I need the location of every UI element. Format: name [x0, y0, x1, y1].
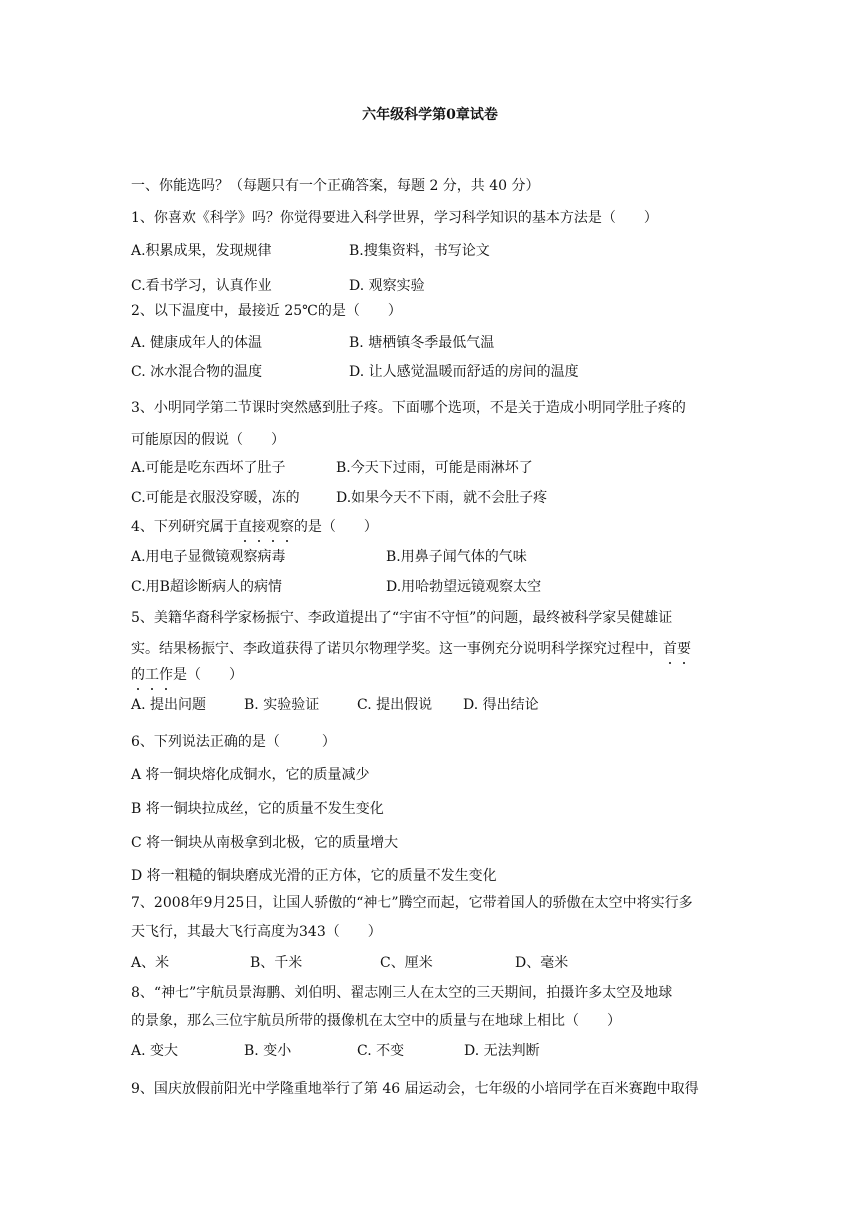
q4-option-b: B.用鼻子闻气体的气味 — [386, 549, 527, 565]
q5-line-3-text: 是（ ） — [173, 667, 243, 683]
q7-option-a: A、米 — [131, 955, 170, 971]
question-2: 2、以下温度中，最接近 25℃的是（ ） — [131, 303, 402, 319]
q1-option-c: C.看书学习，认真作业 — [131, 278, 272, 294]
q7-option-b: B、千米 — [250, 955, 303, 971]
q5-emphasis-char: 要 — [677, 641, 691, 657]
q1-option-a: A.积累成果，发现规律 — [131, 243, 272, 259]
q4-emphasis-char: 观 — [265, 519, 280, 535]
q4-option-c: C.用B超诊断病人的病情 — [131, 579, 282, 595]
q5-option-b: B. 实验验证 — [244, 697, 320, 713]
question-6: 6、下列说法正确的是（ ） — [131, 734, 336, 750]
q2-option-d: D. 让人感觉温暖而舒适的房间的温度 — [349, 364, 579, 380]
q5-option-d: D. 得出结论 — [463, 697, 539, 713]
question-3-line-2: 可能原因的假说（ ） — [131, 432, 285, 448]
question-8-line-1: 8、“神七”宇航员景海鹏、刘伯明、翟志刚三人在太空的三天期间，拍摄许多太空及地球 — [131, 985, 673, 1001]
q4-emphasis-char: 察 — [279, 519, 294, 535]
question-1: 1、你喜欢《科学》吗？你觉得要进入科学世界，学习科学知识的基本方法是（ ） — [131, 210, 658, 226]
q8-option-c: C. 不变 — [357, 1043, 405, 1059]
q8-option-b: B. 变小 — [244, 1043, 292, 1059]
question-3-line-1: 3、小明同学第二节课时突然感到肚子疼。下面哪个选项，不是关于造成小明同学肚子疼的 — [131, 400, 686, 416]
page-title: 六年级科学第0章试卷 — [362, 107, 498, 123]
q1-option-d: D. 观察实验 — [349, 278, 425, 294]
q2-option-c: C. 冰水混合物的温度 — [131, 364, 263, 380]
q4-option-a: A.用电子显微镜观察病毒 — [131, 549, 286, 565]
q5-emphasis-char: 作 — [159, 667, 173, 683]
question-8-line-2: 的景象，那么三位宇航员所带的摄像机在太空中的质量与在地球上相比（ ） — [131, 1013, 621, 1029]
q3-option-a: A.可能是吃东西坏了肚子 — [131, 460, 286, 476]
question-9-line-1: 9、国庆放假前阳光中学隆重地举行了第 46 届运动会，七年级的小培同学在百米赛跑中取得 — [131, 1081, 699, 1097]
q5-option-c: C. 提出假说 — [357, 697, 433, 713]
q6-option-b: B 将一铜块拉成丝，它的质量不发生变化 — [131, 801, 384, 817]
q2-option-a: A. 健康成年人的体温 — [131, 335, 263, 351]
q8-option-d: D. 无法判断 — [464, 1043, 540, 1059]
section-heading: 一、你能选吗？（每题只有一个正确答案，每题 2 分，共 40 分） — [131, 178, 540, 194]
question-7-line-2: 天飞行，其最大飞行高度为343（ ） — [131, 924, 382, 940]
q5-emphasis-char: 首 — [663, 641, 677, 657]
q5-emphasis-char: 的 — [131, 667, 145, 683]
q3-option-d: D.如果今天不下雨，就不会肚子疼 — [336, 490, 548, 506]
q3-option-b: B.今天下过雨，可能是雨淋坏了 — [336, 460, 533, 476]
q4-emphasis-char: 直 — [237, 519, 252, 535]
question-5-line-3 — [131, 665, 243, 685]
q5-emphasis-char: 工 — [145, 667, 159, 683]
q4-text-pre: 4、下列研究属于 — [131, 519, 238, 535]
q2-option-b: B. 塘栖镇冬季最低气温 — [349, 335, 495, 351]
q5-line-2-text: 实。结果杨振宁、李政道获得了诺贝尔物理学奖。这一事例充分说明科学探究过程中， — [131, 641, 663, 657]
q4-emphasis-char: 接 — [251, 519, 266, 535]
q5-option-a: A. 提出问题 — [131, 697, 207, 713]
q1-option-b: B.搜集资料，书写论文 — [349, 243, 490, 259]
q4-text-post: 的是（ ） — [293, 519, 378, 535]
question-4 — [131, 517, 378, 537]
q6-option-d: D 将一粗糙的铜块磨成光滑的正方体，它的质量不发生变化 — [131, 868, 497, 884]
q8-option-a: A. 变大 — [131, 1043, 179, 1059]
question-7-line-1: 7、2008年9月25日，让国人骄傲的“神七”腾空而起，它带着国人的骄傲在太空中将实行多 — [131, 895, 693, 911]
q6-option-c: C 将一铜块从南极拿到北极，它的质量增大 — [131, 835, 399, 851]
question-5-line-2 — [131, 639, 691, 659]
q3-option-c: C.可能是衣服没穿暖，冻的 — [131, 490, 300, 506]
q7-option-d: D、毫米 — [515, 955, 569, 971]
q7-option-c: C、厘米 — [380, 955, 433, 971]
q6-option-a: A 将一铜块熔化成铜水，它的质量减少 — [131, 767, 370, 783]
question-5-line-1: 5、美籍华裔科学家杨振宁、李政道提出了“宇宙不守恒”的问题，最终被科学家吴健雄证 — [131, 610, 673, 626]
q4-option-d: D.用哈勃望远镜观察太空 — [386, 579, 542, 595]
